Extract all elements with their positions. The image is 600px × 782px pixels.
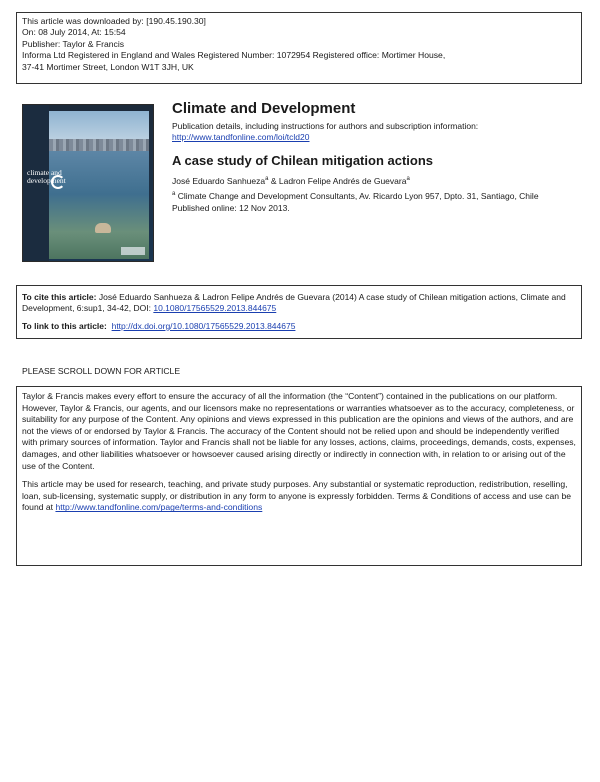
article-title: A case study of Chilean mitigation actions: [172, 153, 434, 168]
link-row: [22, 321, 576, 332]
journal-title: Climate and Development: [172, 100, 356, 117]
affiliation: $^a$ Climate Change and Development Consultants, Av. Ricardo Lyon 957, Dpto. 31, Santiago, Chile: [172, 191, 539, 201]
download-line: This article was downloaded by: [190.45.190.30]: [22, 16, 206, 26]
cover-brand: climate and development: [27, 168, 66, 185]
authors: José Eduardo Sanhueza$^a$ & Ladron Felipe Andrés de Guevara$^a$: [172, 176, 410, 186]
publisher-logo-icon: [121, 247, 145, 255]
usage-paragraph: This article may be used for research, teaching, and private study purposes. Any substantial or systematic reproduction, redistribution, reselling, loan, sub-licensing, systematic supply, or distribution in any form to anyone is expressly forbidden. Terms & Conditions of access and use can be found at http://www.tandfonline.com/page/terms-and-conditions: [22, 479, 572, 513]
publication-details: Publication details, including instructions for authors and subscription information: http://www.tandfonline.com/loi/tcld20: [172, 121, 479, 142]
cite-row: [22, 292, 576, 314]
link-label: To link to this article:: [22, 321, 107, 331]
journal-cover-image: [22, 104, 154, 262]
author-name: Ladron Felipe Andrés de Guevara: [278, 176, 407, 186]
article-doi-link[interactable]: http://dx.doi.org/10.1080/17565529.2013.844675: [111, 321, 296, 331]
author-name: José Eduardo Sanhueza: [172, 176, 266, 186]
journal-link[interactable]: http://www.tandfonline.com/loi/tcld20: [172, 132, 310, 142]
disclaimer-paragraph: Taylor & Francis makes every effort to ensure the accuracy of all the information (the “Content”) contained in the publications on our platform. However, Taylor & Francis, our agents, and our licensors make no representations or warranties whatsoever as to the accuracy, completeness, or suitability for any purpose of the Content. Any opinions and views expressed in this publication are the opinions and views of the authors, and are not the views of or endorsed by Taylor & Francis. The accuracy of the Content should not be relied upon and should be independently verified with primary sources of information. Taylor and Francis shall not be liable for any losses, actions, claims, proceedings, demands, costs, expenses, damages, and other liabilities whatsoever or howsoever caused arising directly or indirectly in connection with, in relation to or arising out of the use of the Content.: [22, 391, 576, 471]
terms-box: [16, 386, 582, 566]
citation-box: [16, 285, 582, 339]
registration-line: Informa Ltd Registered in England and Wales Registered Number: 1072954 Registered office: Mortimer House,: [22, 50, 446, 61]
scroll-notice: PLEASE SCROLL DOWN FOR ARTICLE: [22, 366, 181, 376]
published-online: Published online: 12 Nov 2013.: [172, 203, 290, 213]
download-info-box: [16, 12, 582, 84]
doi-link[interactable]: 10.1080/17565529.2013.844675: [153, 303, 277, 313]
cite-text: José Eduardo Sanhueza & Ladron Felipe Andrés de Guevara (2014) A case study of Chilean mitigation actions, Climate and Development, 6:sup1, 34-42, DOI:: [22, 292, 566, 313]
cite-label: To cite this article:: [22, 292, 97, 302]
publisher: Publisher: Taylor & Francis: [22, 38, 125, 49]
terms-link[interactable]: http://www.tandfonline.com/page/terms-and-conditions: [55, 502, 263, 513]
download-date: On: 08 July 2014, At: 15:54: [22, 27, 126, 38]
article-metadata: [172, 100, 582, 214]
address-line: 37-41 Mortimer Street, London W1T 3JH, UK: [22, 61, 194, 72]
journal-logo-icon: [51, 175, 65, 189]
